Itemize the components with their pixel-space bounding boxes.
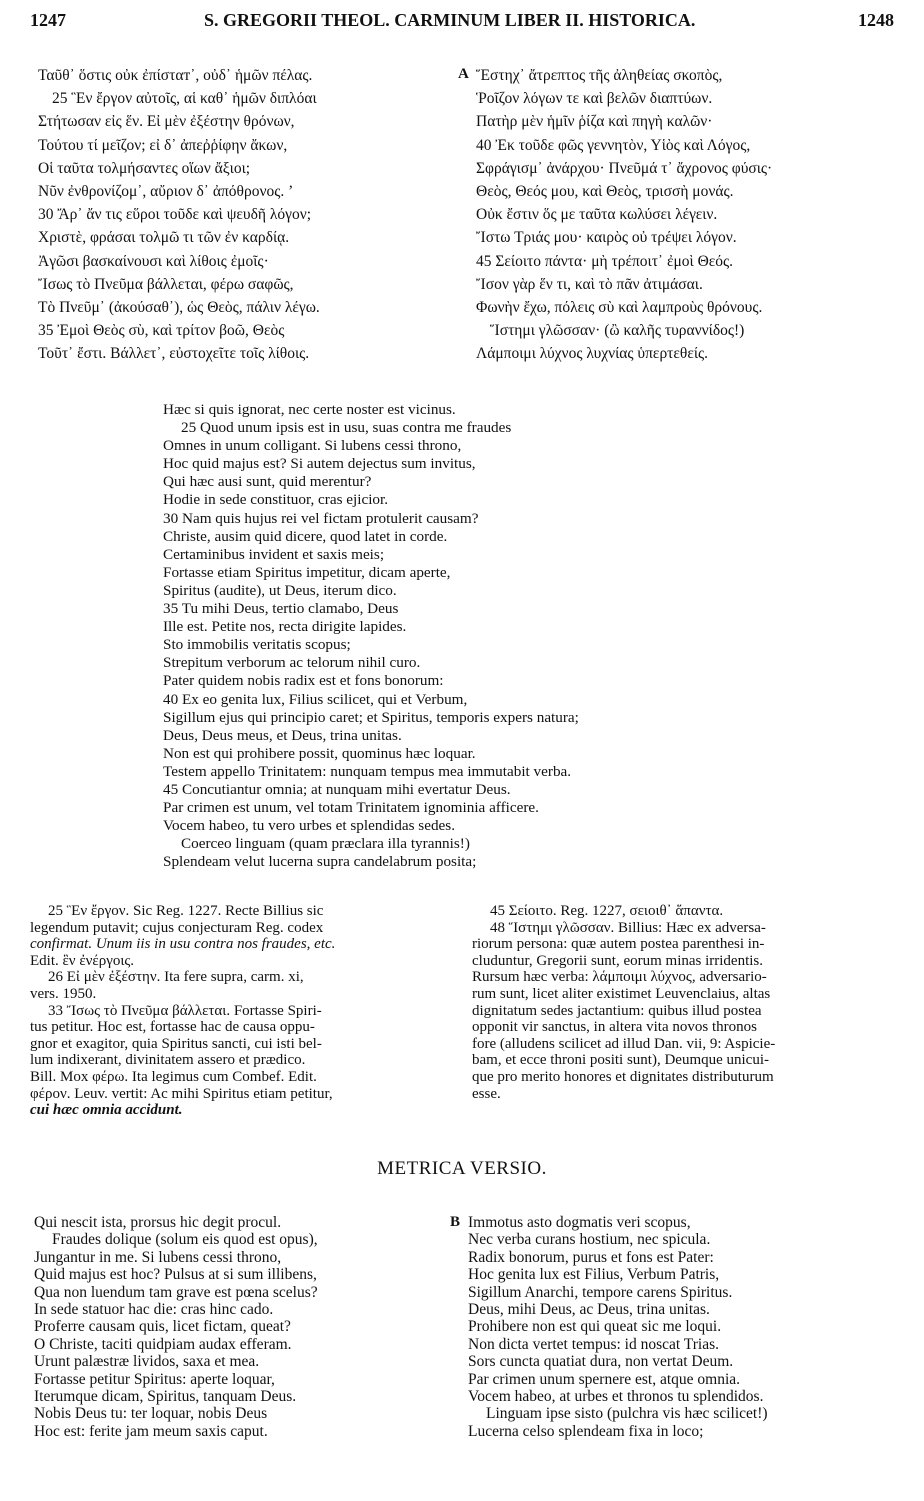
note-line: 45 Σείοιτο. Reg. 1227, σειοιθ᾽ ἅπαντα. <box>490 903 724 919</box>
latin-line: Sto immobilis veritatis scopus; <box>163 636 351 654</box>
latin-line: Vocem habeo, tu vero urbes et splendidas sedes. <box>163 817 456 835</box>
note-line: confirmat. Unum iis in usu contra nos fraudes, etc. <box>30 936 336 953</box>
verse-line: Linguam ipse sisto (pulchra vis hæc scilicet!) <box>486 1405 768 1423</box>
greek-line: Τὸ Πνεῦμ᾽ (ἀκούσαθ᾽), ὡς Θεὸς, πάλιν λέγω. <box>38 298 320 316</box>
verse-line: Vocem habeo, at urbes et thronos tu splendidos. <box>468 1387 764 1405</box>
greek-line: Θεὸς, Θεός μου, καὶ Θεὸς, τρισσὴ μονάς. <box>476 182 734 200</box>
note-line: φέρον. Leuv. vertit: Ac mihi Spiritus etiam petitur, <box>30 1085 333 1102</box>
note-line: vers. 1950. <box>30 985 97 1002</box>
running-title: S. GREGORII THEOL. CARMINUM LIBER II. HISTORICA. <box>204 10 696 30</box>
latin-line: 35 Tu mihi Deus, tertio clamabo, Deus <box>163 600 399 618</box>
verse-line: In sede statuor hac die: cras hinc cado. <box>34 1300 274 1318</box>
greek-line: Ἴστω Τριάς μου· καιρὸς οὐ τρέψει λόγον. <box>476 229 737 247</box>
latin-line: Hodie in sede constituor, cras ejicior. <box>163 491 389 509</box>
latin-line: 25 Quod unum ipsis est in usu, suas contra me fraudes <box>181 419 512 437</box>
verse-line: Fortasse petitur Spiritus: aperte loquar, <box>34 1370 275 1388</box>
notes-left-column <box>30 903 335 1119</box>
verse-line: Sigillum Anarchi, tempore carens Spiritus. <box>468 1283 733 1301</box>
greek-line: 40 Ἐκ τοῦδε φῶς γεννητὸν, Υἱὸς καὶ Λόγος, <box>476 136 751 154</box>
notes-right-column <box>472 903 775 1102</box>
note-line: que pro merito honores et dignitates distributurum <box>472 1068 774 1085</box>
latin-line: Deus, Deus meus, et Deus, trina unitas. <box>163 726 402 744</box>
note-line: cui hæc omnia accidunt. <box>30 1102 183 1119</box>
note-line: bam, et ecce throni positi sunt), Deumque unicui- <box>472 1052 770 1069</box>
metrica-left-column <box>34 1214 318 1440</box>
verse-line: Fraudes dolique (solum eis quod est opus), <box>52 1231 318 1249</box>
note-line: tus petitur. Hoc est, fortasse hac de causa oppu- <box>30 1019 315 1036</box>
greek-line: Ἴσως τὸ Πνεῦμα βάλλεται, φέρω σαφῶς, <box>38 275 294 293</box>
verse-line: Jungantur in me. Si lubens cessi throno, <box>34 1248 282 1266</box>
latin-line: Certaminibus invident et saxis meis; <box>163 545 385 563</box>
note-line: 33 Ἴσως τὸ Πνεῦμα βάλλεται. Fortasse Spiri- <box>48 1002 322 1019</box>
greek-line: Πατὴρ μὲν ἡμῖν ῥίζα καὶ πηγὴ καλῶν· <box>476 113 713 131</box>
greek-line: Οὐκ ἔστιν ὅς με ταῦτα κωλύσει λέγειν. <box>476 206 718 224</box>
latin-line: Spiritus (audite), ut Deus, iterum dico. <box>163 581 397 599</box>
note-line: 48 Ἵστημι γλῶσσαν. Billius: Hæc ex adversa- <box>490 919 766 936</box>
latin-translation-block <box>163 401 579 871</box>
latin-line: Hoc quid majus est? Si autem dejectus sum invitus, <box>163 455 476 473</box>
greek-line: Σφράγισμ᾽ ἀνάρχου· Πνεῦμά τ᾽ ἄχρονος φύσις· <box>476 159 773 177</box>
greek-line: 30 Ἄρ᾽ ἄν τις εὕροι τοῦδε καὶ ψευδῆ λόγον; <box>38 206 312 224</box>
latin-line: Sigillum ejus qui principio caret; et Spiritus, temporis expers natura; <box>163 708 579 726</box>
note-line: fore (alludens scilicet ad illud Dan. vii, 9: Aspicie- <box>472 1035 776 1052</box>
verse-line: Radix bonorum, purus et fons est Pater: <box>468 1248 714 1266</box>
latin-line: Splendeam velut lucerna supra candelabrum posita; <box>163 853 477 871</box>
latin-line: Pater quidem nobis radix est et fons bonorum: <box>163 672 444 690</box>
greek-line: Τοῦτ᾽ ἔστι. Βάλλετ᾽, εὐστοχεῖτε τοῖς λίθοις. <box>38 345 310 363</box>
latin-line: Qui hæc ausi sunt, quid merentur? <box>163 473 372 491</box>
note-line: 26 Εἰ μὲν ἐξέστην. Ita fere supra, carm. xi, <box>48 969 304 986</box>
verse-line: Nec verba curans hostium, nec spicula. <box>468 1231 711 1249</box>
verse-line: Sors cuncta quatiat dura, non vertat Deum. <box>468 1353 734 1371</box>
greek-line: Λάμποιμι λύχνος λυχνίας ὑπερτεθείς. <box>476 345 709 363</box>
latin-line: 30 Nam quis hujus rei vel fictam protulerit causam? <box>163 509 479 527</box>
latin-line: Coerceo linguam (quam præclara illa tyrannis!) <box>181 835 470 853</box>
note-line: dignitatum sedes jactantium: quibus illud postea <box>472 1002 762 1019</box>
note-line: 25 Ἓν ἔργον. Sic Reg. 1227. Recte Billius sic <box>48 903 324 919</box>
note-line: lum indixerant, divinitatem assero et prædico. <box>30 1052 306 1069</box>
page-number-left: 1247 <box>30 10 66 30</box>
greek-line: Ἀγῶσι βασκαίνουσι καὶ λίθοις ἐμοῖς· <box>38 252 269 270</box>
latin-line: Testem appello Trinitatem: nunquam tempus mea immutabit verba. <box>163 762 572 780</box>
verse-line: Lucerna celso splendeam fixa in loco; <box>468 1422 704 1440</box>
greek-line: 25 Ἓν ἔργον αὐτοῖς, αἱ καθ᾽ ἡμῶν διπλόαι <box>52 90 317 108</box>
note-line: gnor et exagitor, quia Spiritus sancti, cui isti bel- <box>30 1035 322 1052</box>
running-header <box>30 10 894 34</box>
verse-line: Qui nescit ista, prorsus hic degit procul. <box>34 1214 282 1231</box>
verse-line: Prohibere non est qui queat sic me loqui. <box>468 1318 722 1336</box>
latin-line: 40 Ex eo genita lux, Filius scilicet, qui et Verbum, <box>163 690 468 708</box>
latin-line: Christe, ausim quid dicere, quod latet in corde. <box>163 527 448 545</box>
note-line: esse. <box>472 1085 501 1102</box>
note-line: legendum putavit; cujus conjecturam Reg. codex <box>30 919 324 936</box>
greek-line: Ῥοῖζον λόγων τε καὶ βελῶν διαπτύων. <box>476 90 713 108</box>
latin-line: Hæc si quis ignorat, nec certe noster est vicinus. <box>163 401 456 418</box>
note-line: rum sunt, licet aliter existimet Leuvenclaius, altas <box>472 985 771 1002</box>
note-line: riorum persona: quæ autem postea parenthesi in- <box>472 936 765 953</box>
greek-line: Χριστὲ, φράσαι τολμῶ τι τῶν ἐν καρδίᾳ. <box>38 229 290 247</box>
verse-line: Proferre causam quis, licet fictam, queat? <box>34 1318 291 1336</box>
margin-mark-a: A <box>458 66 469 82</box>
metrica-versio-title: METRICA VERSIO. <box>377 1158 547 1179</box>
greek-line: Ἴσον γὰρ ἕν τι, καὶ τὸ πᾶν ἀτιμάσαι. <box>476 275 703 293</box>
greek-line: Ἵστημι γλῶσσαν· (ὢ καλῆς τυραννίδος!) <box>490 322 745 340</box>
greek-text-right-column <box>476 64 772 365</box>
verse-line: Quid majus est hoc? Pulsus at si sum illibens, <box>34 1266 317 1284</box>
greek-line: Στήτωσαν εἰς ἕν. Εἰ μὲν ἐξέστην θρόνων, <box>38 113 295 131</box>
greek-line: Φωνὴν ἔχω, πόλεις σὺ καὶ λαμπροὺς θρόνους. <box>476 298 763 316</box>
latin-line: Omnes in unum colligant. Si lubens cessi throno, <box>163 437 462 455</box>
page-number-right: 1248 <box>858 10 894 30</box>
verse-line: Iterumque dicam, Spiritus, tanquam Deus. <box>34 1387 297 1405</box>
margin-mark-b: B <box>450 1214 461 1230</box>
greek-line: Ἕστηχ᾽ ἄτρεπτος τῆς ἀληθείας σκοπὸς, <box>476 67 723 84</box>
greek-line: Ταῦθ᾽ ὅστις οὐκ ἐπίσταт᾽, οὐδ᾽ ἡμῶν πέλας. <box>38 67 313 84</box>
verse-line: Urunt palæstræ lividos, saxa et mea. <box>34 1353 260 1371</box>
note-line: Bill. Mox φέρω. Ita legimus cum Combef. Edit. <box>30 1068 317 1085</box>
greek-line: Οἱ ταῦτα τολμήσαντες οἵων ἄξιοι; <box>38 159 251 177</box>
verse-line: O Christe, taciti quidpiam audax efferam. <box>34 1335 292 1353</box>
verse-line: Hoc genita lux est Filius, Verbum Patris, <box>468 1266 720 1284</box>
latin-line: Strepitum verborum ac telorum nihil curo. <box>163 654 421 672</box>
metrica-right-column <box>468 1214 768 1440</box>
latin-line: 45 Concutiantur omnia; at nunquam mihi evertatur Deus. <box>163 780 511 798</box>
latin-line: Par crimen est unum, vel totam Trinitatem ignominia afficere. <box>163 799 539 817</box>
note-line: Rursum hæc verba: λάμποιμι λύχνος, adversario- <box>472 969 767 986</box>
verse-line: Non dicta vertet tempus: id noscat Trias. <box>468 1335 719 1353</box>
greek-text-left-column <box>38 64 320 365</box>
verse-line: Qua non luendum tam grave est pœna scelus? <box>34 1283 318 1301</box>
latin-line: Fortasse etiam Spiritus impetitur, dicam aperte, <box>163 563 451 581</box>
verse-line: Par crimen unum spernere est, atque omnia. <box>468 1370 741 1388</box>
verse-line: Immotus asto dogmatis veri scopus, <box>468 1214 691 1231</box>
greek-line: 35 Ἐμοὶ Θεὸς σὺ, καὶ τρίτον βοῶ, Θεὸς <box>38 322 285 340</box>
note-line: opponit vir sanctus, in altera vita novos thronos <box>472 1019 757 1036</box>
verse-line: Deus, mihi Deus, ac Deus, trina unitas. <box>468 1300 710 1318</box>
verse-line: Nobis Deus tu: ter loquar, nobis Deus <box>34 1405 268 1423</box>
greek-line: Τούτου τί μεῖζον; εἰ δ᾽ ἀπεῤῥίφην ἄκων, <box>38 136 288 154</box>
greek-line: 45 Σείοιτο πάντα· μὴ τρέποιτ᾽ ἐμοὶ Θεός. <box>476 252 734 270</box>
note-line: cluduntur, Gregorii sunt, eorum minas irridentis. <box>472 952 764 969</box>
verse-line: Hoc est: ferite jam meum saxis caput. <box>34 1422 268 1440</box>
latin-line: Ille est. Petite nos, recta dirigite lapides. <box>163 618 407 636</box>
latin-line: Non est qui prohibere possit, quominus hæc loquar. <box>163 744 476 762</box>
greek-line: Νῦν ἐνθρονίζομ᾽, αὔριον δ᾽ ἀπόθρονος. ʼ <box>38 182 294 200</box>
note-line: Edit. ἓν ἐνέργοις. <box>30 952 135 969</box>
